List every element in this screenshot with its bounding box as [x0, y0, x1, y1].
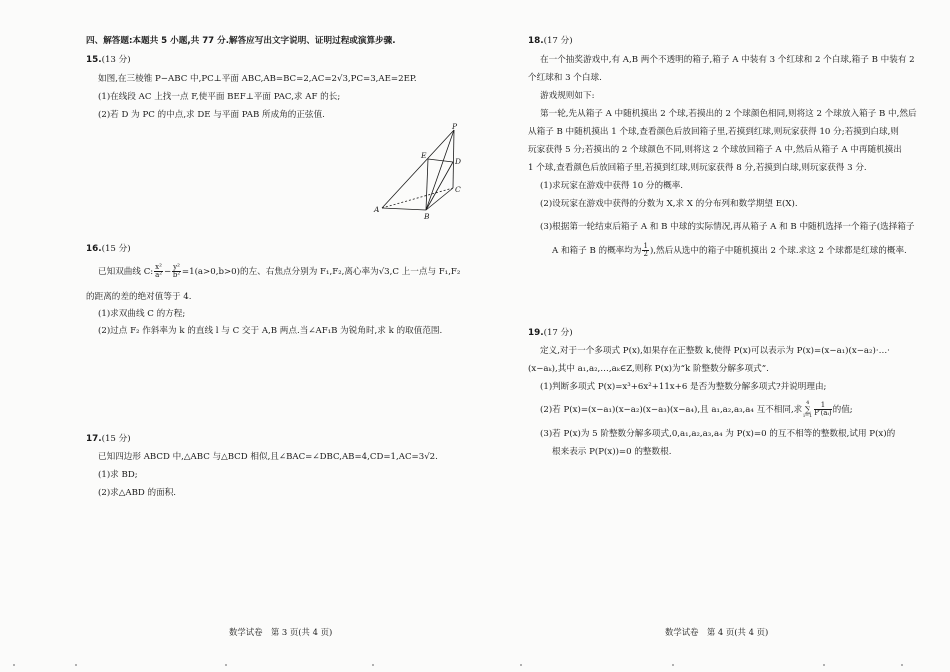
fraction-denominator: b²	[172, 271, 181, 279]
edge-ab	[382, 208, 426, 210]
question-19-part-3-line-1: (3)若 P(x)为 5 阶整数分解多项式,0,a₁,a₂,a₃,a₄ 为 P(x)=0 的互不相等的整数根,试用 P(x)的	[540, 429, 896, 439]
fraction-numerator: 1	[814, 402, 831, 410]
question-score: (17 分)	[543, 328, 573, 338]
question-18-rules-title: 游戏规则如下:	[540, 91, 595, 101]
question-15-part-2: (2)若 D 为 PC 的中点,求 DE 与平面 PAB 所成角的正弦值.	[98, 110, 325, 120]
minus-sign: −	[163, 267, 172, 277]
part-text: (2)若 P(x)=(x−a₁)(x−a₂)(x−a₃)(x−a₄),且 a₁,a₂,a₃,a₄ 互不相同,求	[540, 405, 803, 415]
question-19-stem-line-1: 定义,对于一个多项式 P(x),如果存在正整数 k,使得 P(x)可以表示为 P(x)=(x−a₁)(x−a₂)·…·	[540, 346, 890, 356]
question-18-part-3-line-2	[552, 240, 907, 262]
scan-dot	[75, 664, 77, 666]
tetrahedron-figure	[370, 122, 470, 222]
edge-bd	[426, 162, 453, 210]
question-18-part-3-line-1: (3)根据第一轮结束后箱子 A 和 B 中球的实际情况,再从箱子 A 和 B 中随机选择一个箱子(选择箱子	[540, 222, 915, 232]
scan-dot	[372, 664, 374, 666]
summation-upper-limit: 4	[806, 399, 810, 406]
question-19-header	[528, 328, 573, 340]
question-number: 19.	[528, 328, 544, 338]
question-18-header	[528, 36, 573, 48]
question-score: (15 分)	[101, 244, 131, 254]
vertex-label-e: E	[421, 151, 427, 160]
right-page	[475, 0, 950, 672]
question-16-part-2: (2)过点 F₂ 作斜率为 k 的直线 l 与 C 交于 A,B 两点.当∠AF₁B 为锐角时,求 k 的取值范围.	[98, 326, 443, 336]
question-16-stem-line-1	[98, 261, 460, 283]
question-18-rule-line-2: 从箱子 B 中随机摸出 1 个球,查看颜色后放回箱子里,若摸到红球,则玩家获得 10 分;若摸到白球,则	[528, 127, 899, 137]
scan-dot	[13, 664, 15, 666]
question-number: 16.	[86, 244, 102, 254]
part-text: ),然后从选中的箱子中随机摸出 2 个球.求这 2 个球都是红球的概率.	[649, 246, 907, 256]
vertex-label-b: B	[424, 212, 430, 221]
scan-dot	[225, 664, 227, 666]
edge-pc	[453, 130, 454, 188]
fraction-one-half	[642, 243, 648, 258]
scan-dot	[672, 664, 674, 666]
question-16-part-1: (1)求双曲线 C 的方程;	[98, 309, 186, 319]
question-18-part-2: (2)设玩家在游戏中获得的分数为 X,求 X 的分布列和数学期望 E(X).	[540, 199, 798, 209]
question-18-rule-line-1: 第一轮,先从箱子 A 中随机摸出 2 个球,若摸出的 2 个球颜色相同,则将这 2 个球放入箱子 B 中,然后	[540, 109, 917, 119]
stem-text: =1(a>0,b>0)的左、右焦点分别为 F₁,F₂,离心率为√3,C 上一点与 F₁,F₂	[181, 267, 461, 277]
question-number: 17.	[86, 434, 102, 444]
fraction-denominator: P′(aᵢ)	[814, 409, 832, 417]
edge-ac	[382, 188, 453, 208]
scan-dot	[901, 664, 903, 666]
page-footer: 数学试卷 第 3 页(共 4 页)	[229, 627, 333, 637]
fraction-one-over-derivative	[814, 402, 831, 417]
question-17-header	[86, 434, 131, 446]
edge-pb	[426, 130, 454, 210]
edge-eb	[426, 159, 428, 210]
question-score: (17 分)	[543, 36, 573, 46]
part-text: 的值;	[832, 405, 853, 415]
question-18-rule-line-3: 玩家获得 5 分;若摸出的 2 个球颜色不同,则将这 2 个球放回箱子 A 中,然后从箱子 A 中再随机摸出	[528, 145, 902, 155]
question-19-part-2	[540, 399, 853, 421]
scan-dot	[520, 664, 522, 666]
fraction-y2-b2	[172, 264, 181, 279]
question-19-part-3-line-2: 根来表示 P(P(x))=0 的整数根.	[552, 447, 672, 457]
question-number: 15.	[86, 55, 102, 65]
stem-text: 已知双曲线 C:	[98, 267, 154, 277]
fraction-x2-a2	[154, 264, 163, 279]
question-16-header	[86, 244, 131, 256]
part-text: A 和箱子 B 的概率均为	[552, 246, 642, 256]
vertex-label-a: A	[374, 205, 380, 214]
edge-ed	[428, 159, 453, 162]
fraction-numerator: 1	[643, 242, 648, 250]
vertex-label-d: D	[455, 157, 462, 166]
question-16-stem-line-2: 的距离的差的绝对值等于 4.	[86, 292, 192, 302]
question-score: (13 分)	[101, 55, 131, 65]
question-17-part-2: (2)求△ABD 的面积.	[98, 488, 177, 498]
question-19-part-1: (1)判断多项式 P(x)=x³+6x²+11x+6 是否为整数分解多项式?并说明理由;	[540, 382, 827, 392]
fraction-denominator: a²	[155, 271, 163, 279]
question-15-stem: 如图,在三棱锥 P−ABC 中,PC⊥平面 ABC,AB=BC=2,AC=2√3,PC=3,AE=2EP.	[98, 74, 417, 84]
question-17-stem: 已知四边形 ABCD 中,△ABC 与△BCD 相似,且∠BAC=∠DBC,AB=4,CD=1,AC=3√2.	[98, 452, 438, 462]
fraction-denominator: 2	[643, 250, 648, 258]
page-footer: 数学试卷 第 4 页(共 4 页)	[665, 627, 769, 637]
question-18-part-1: (1)求玩家在游戏中获得 10 分的概率.	[540, 181, 684, 191]
section-heading: 四、解答题:本题共 5 小题,共 77 分.解答应写出文字说明、证明过程或演算步骤.	[86, 36, 396, 46]
question-17-part-1: (1)求 BD;	[98, 470, 138, 480]
question-18-rule-line-4: 1 个球,查看颜色后放回箱子里,若摸到红球,则玩家获得 8 分,若摸到白球,则玩家获得 3 分.	[528, 163, 867, 173]
question-score: (15 分)	[101, 434, 131, 444]
question-18-stem-line-2: 个红球和 3 个白球.	[528, 73, 602, 83]
scan-dot	[823, 664, 825, 666]
question-19-stem-line-2: (x−aₖ),其中 a₁,a₂,…,aₖ∈Z,则称 P(x)为“k 阶整数分解多项式”.	[528, 364, 769, 374]
fraction-numerator: y²	[173, 263, 180, 271]
summation-symbol: ∑	[804, 404, 811, 414]
question-15-header	[86, 55, 131, 67]
fraction-numerator: x²	[155, 263, 162, 271]
summation-sign	[803, 401, 812, 419]
vertex-label-c: C	[455, 185, 461, 194]
vertex-label-p: P	[452, 122, 458, 131]
question-18-stem-line-1: 在一个抽奖游戏中,有 A,B 两个不透明的箱子,箱子 A 中装有 3 个红球和 2 个白球,箱子 B 中装有 2	[540, 55, 915, 65]
question-15-part-1: (1)在线段 AC 上找一点 F,使平面 BEF⊥平面 PAC,求 AF 的长;	[98, 92, 341, 102]
summation-lower-limit: i=1	[803, 412, 813, 419]
question-number: 18.	[528, 36, 544, 46]
